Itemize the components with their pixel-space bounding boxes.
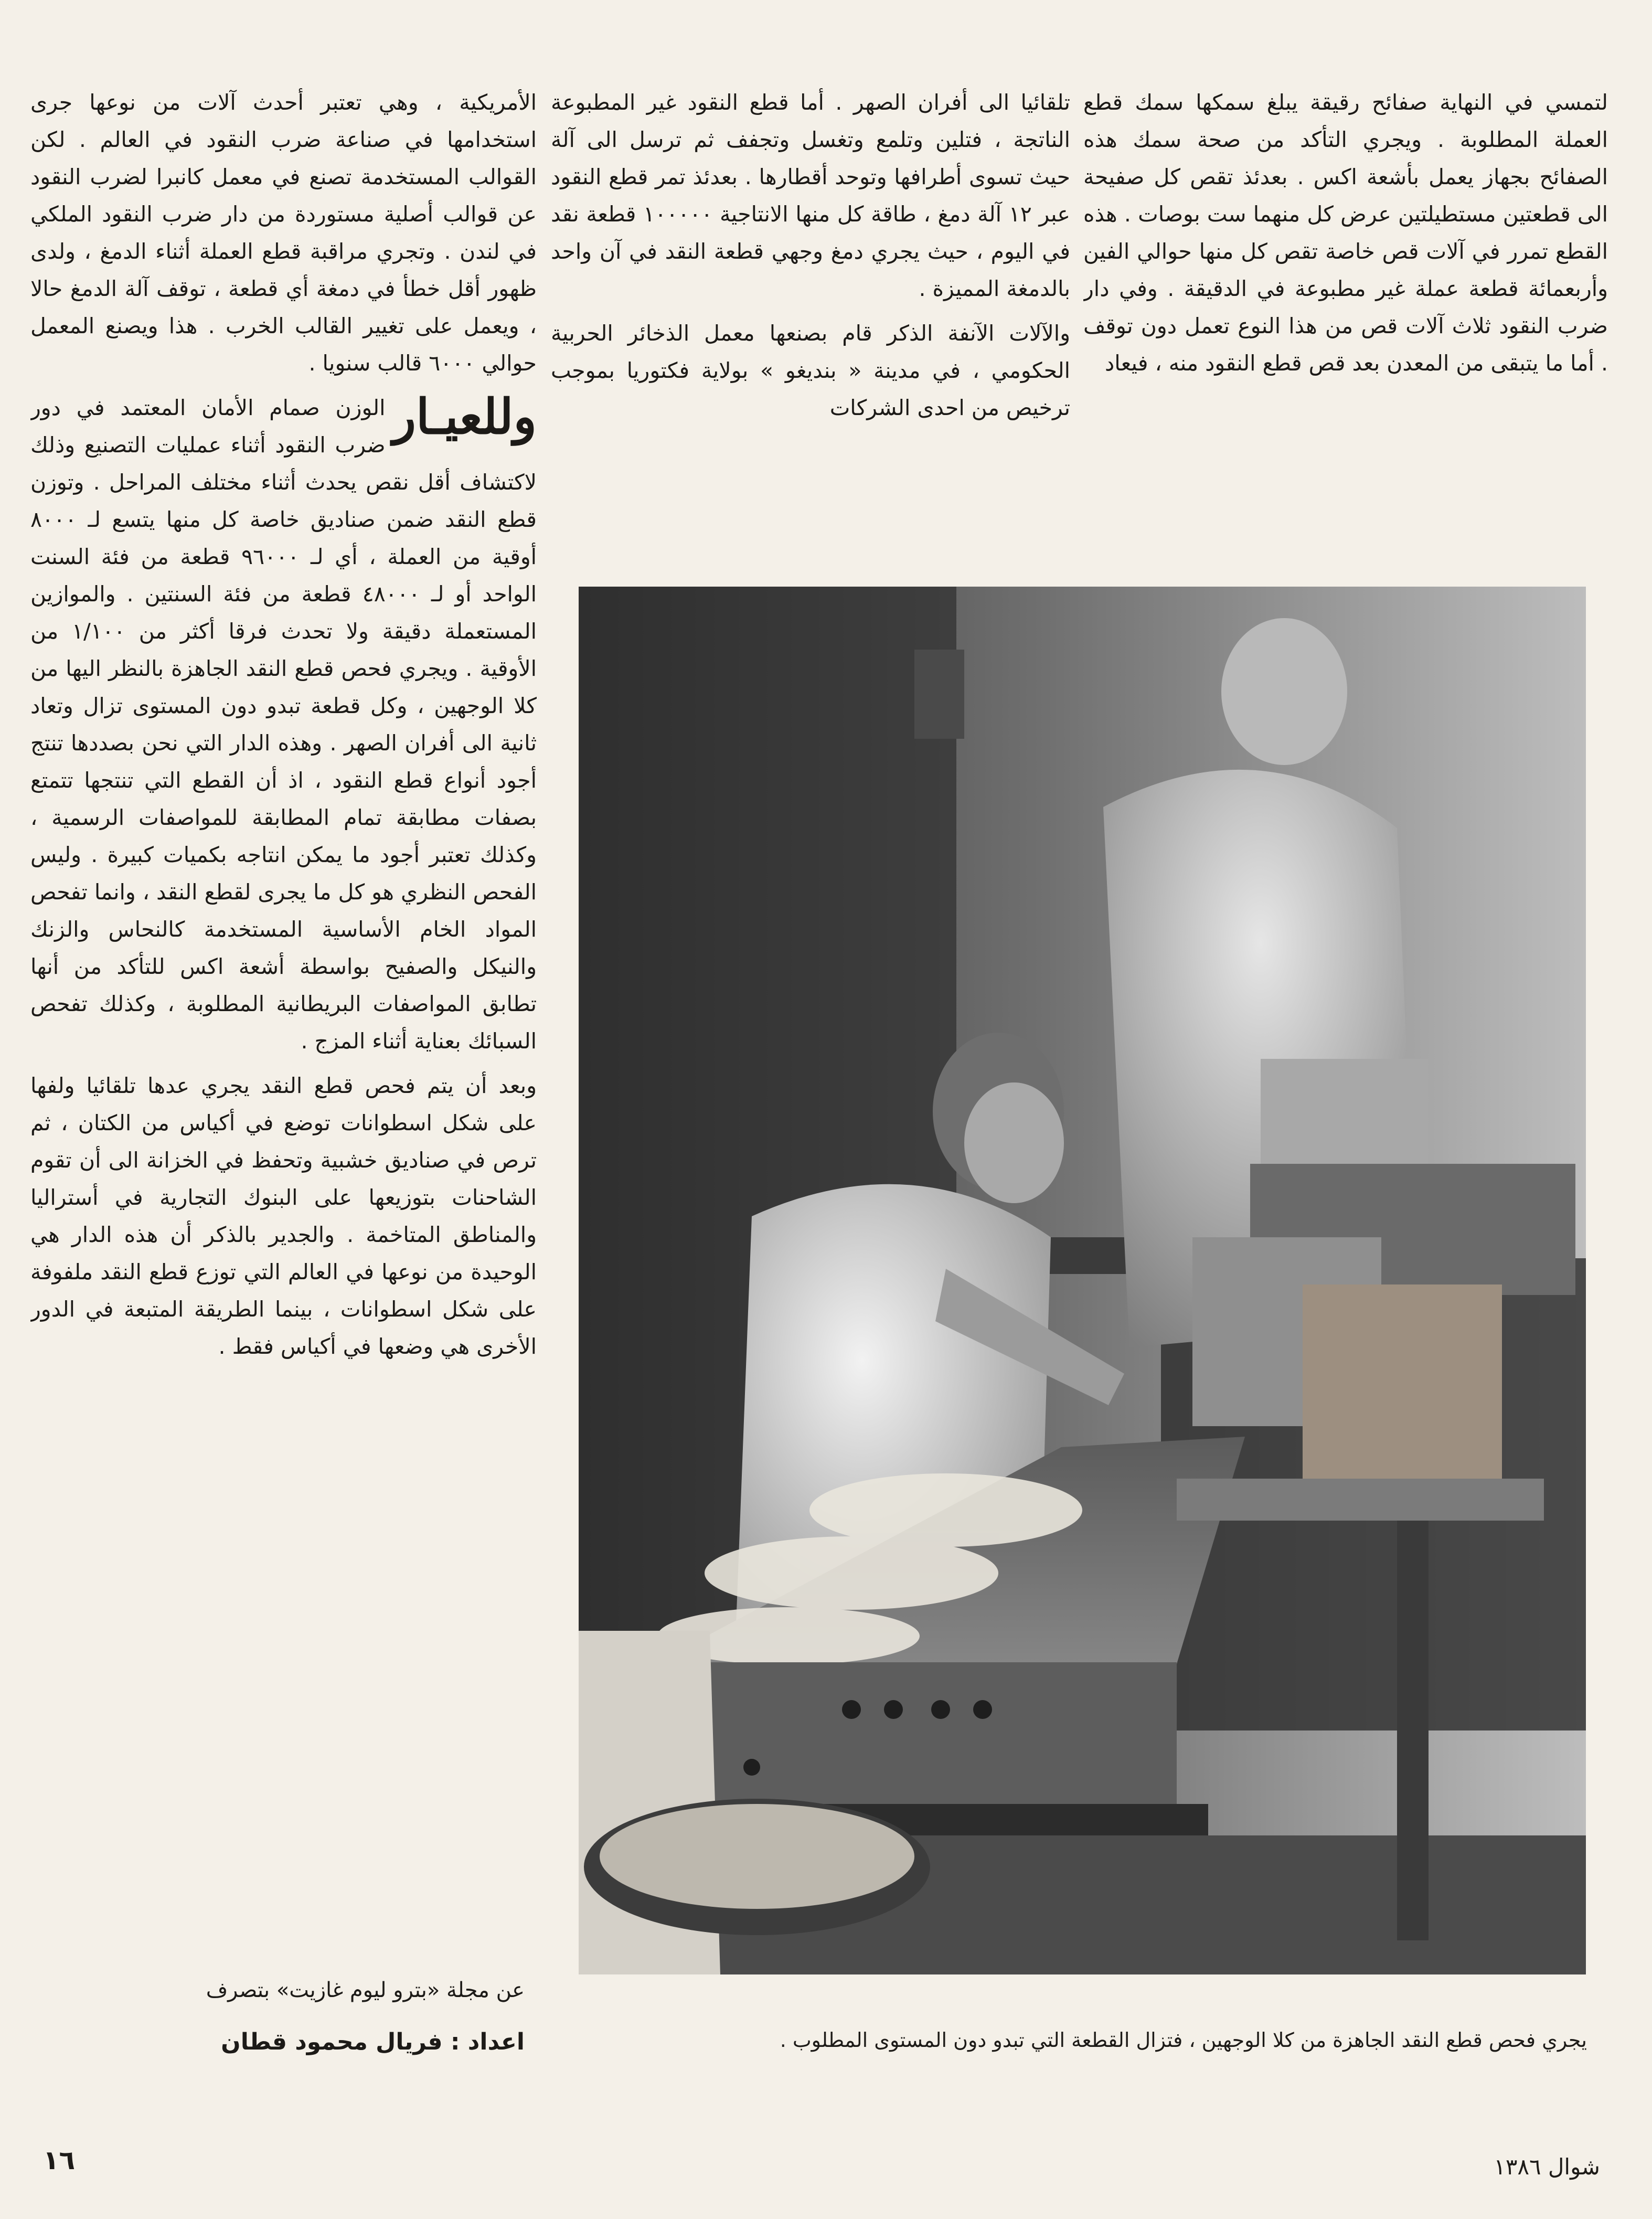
paragraph: لتمسي في النهاية صفائح رقيقة يبلغ سمكها سمك قطع العملة المطلوبة . ويجري التأكد من صحة سمك هذه الصفائح بجهاز يعمل بأشعة اكس . بعدئذ تقص كل صفيحة الى قطعتين مستطيلتين عرض كل منهما ست بوصات . هذه القطع تمرر في آلات قص خاصة تقص كل منها حوالي الفين وأربعمائة قطعة عملة غير مطبوعة في الدقيقة . وفي دار ضرب النقود ثلاث آلات قص من هذا النوع تعمل دون توقف . أما ما يتبقى من المعدن بعد قص قطع النقود منه ، فيعاد bbox=[1083, 90, 1608, 376]
paragraph: الأمريكية ، وهي تعتبر أحدث آلات من نوعها جرى استخدامها في صناعة ضرب النقود في العالم . لكن القوالب المستخدمة تصنع في معمل كانبرا لضرب النقود عن قوالب أصلية مستوردة من دار ضرب النقود الملكي في لندن . وتجري مراقبة قطع العملة أثناء الدمغ ، ولدى ظهور أقل خطأ في دمغة أي قطعة ، توقف آلة الدمغ حالا ، ويعمل على تغيير القالب الخرب . هذا ويصنع المعمل حوالي ٦٠٠٠ قالب سنويا . bbox=[30, 90, 537, 376]
paragraph: تلقائيا الى أفران الصهر . أما قطع النقود غير المطبوعة الناتجة ، فتلين وتلمع وتغسل وتجفف ثم ترسل الى آلة حيث تسوى أطرافها وتوحد أقطارها . بعدئذ تمر قطع النقود عبر ١٢ آلة دمغ ، طاقة كل منها الانتاجية ١٠٠٠٠٠ قطعة نقد في اليوم ، حيث يجري دمغ وجهي قطعة النقد في آن واحد بالدمغة المميزة . bbox=[551, 90, 1070, 301]
paragraph: والآلات الآنفة الذكر قام بصنعها معمل الذخائر الحربية الحكومي ، في مدينة « بنديغو » بولاية فكتوريا بموجب ترخيص من احدى الشركات bbox=[551, 321, 1070, 420]
paragraph-with-drop-word bbox=[30, 389, 537, 1060]
drop-word: وللعيـار bbox=[392, 388, 537, 445]
photo-illustration bbox=[579, 587, 1586, 1974]
issue-date: شوال ١٣٨٦ bbox=[1494, 2154, 1600, 2180]
article-column-left bbox=[30, 84, 537, 1842]
page-number: ١٦ bbox=[43, 2145, 76, 2175]
author-credit: اعداد : فريال محمود قطان bbox=[221, 2029, 525, 2055]
mint-workers-photo bbox=[579, 587, 1586, 1974]
paragraph-text: الوزن صمام الأمان المعتمد في دور ضرب النقود أثناء عمليات التصنيع وذلك لاكتشاف أقل نقص يحدث أثناء مختلف المراحل . وتوزن قطع النقد ضمن صناديق خاصة كل منها يتسع لـ ٨٠٠٠ أوقية من العملة ، أي لـ ٩٦٠٠٠ قطعة من فئة السنت الواحد أو لـ ٤٨٠٠٠ قطعة من فئة السنتين . والموازين المستعملة دقيقة ولا تحدث فرقا أكثر من ١/١٠٠ من الأوقية . ويجري فحص قطع النقد الجاهزة بالنظر اليها من كلا الوجهين ، وكل قطعة تبدو دون المستوى تزال وتعاد ثانية الى أفران الصهر . وهذه الدار التي نحن بصددها تنتج أجود أنواع قطع النقود ، اذ أن القطع التي تنتجها تتمتع بصفات مطابقة تمام المطابقة للمواصفات الرسمية ، وكذلك تعتبر أجود ما يمكن انتاجه بكميات كبيرة . وليس الفحص النظري هو كل ما يجرى لقطع النقد ، وانما تفحص المواد الخام الأساسية المستخدمة كالنحاس والزنك والنيكل والصفيح بواسطة أشعة اكس للتأكد من أنها تطابق المواصفات البريطانية المطلوبة ، وكذلك تفحص السبائك بعناية أثناء المزج . bbox=[30, 395, 537, 1054]
source-note: عن مجلة «بترو ليوم غازيت» بتصرف bbox=[206, 1978, 525, 2002]
article-column-right bbox=[1083, 84, 1608, 540]
paragraph: وبعد أن يتم فحص قطع النقد يجري عدها تلقائيا ولفها على شكل اسطوانات توضع في أكياس من الكتان ، ثم ترص في صناديق خشبية وتحفظ في الخزانة الى أن تقوم الشاحنات بتوزيعها على البنوك التجارية في أستراليا والمناطق المتاخمة . والجدير بالذكر أن هذه الدار هي الوحيدة من نوعها في العالم التي توزع قطع النقد ملفوفة على شكل اسطوانات ، بينما الطريقة المتبعة في الدور الأخرى هي وضعها في أكياس فقط . bbox=[30, 1073, 537, 1359]
article-column-middle bbox=[551, 84, 1070, 540]
photo-caption: يجري فحص قطع النقد الجاهزة من كلا الوجهين ، فتزال القطعة التي تبدو دون المستوى المطلوب . bbox=[780, 2029, 1587, 2052]
